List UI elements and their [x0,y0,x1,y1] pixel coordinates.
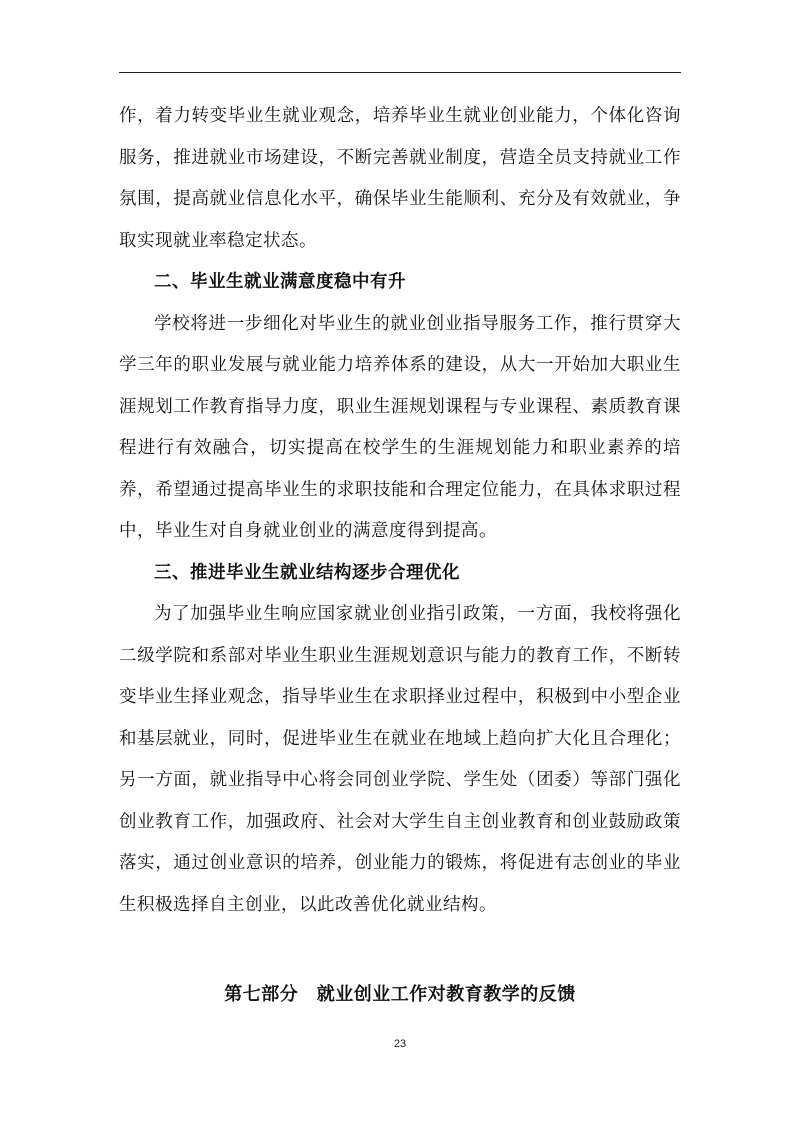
section-body-structure: 为了加强毕业生响应国家就业创业指引政策，一方面，我校将强化二级学院和系部对毕业生职业生涯规划意识与能力的教育工作，不断转变毕业生择业观念，指导毕业生在求职择业过程中，积极到中小型企业和基层就业，同时，促进毕业生在就业在地域上趋向扩大化且合理化；另一方面，就业指导中心将会同创业学院、学生处（团委）等部门强化创业教育工作，加强政府、社会对大学生自主创业教育和创业鼓励政策落实，通过创业意识的培养，创业能力的锻炼，将促进有志创业的毕业生积极选择自主创业，以此改善优化就业结构。 [119,604,681,915]
section-body-satisfaction: 学校将进一步细化对毕业生的就业创业指导服务工作，推行贯穿大学三年的职业发展与就业能力培养体系的建设，从大一开始加大职业生涯规划工作教育指导力度，职业生涯规划课程与专业课程、素质教育课程进行有效融合，切实提高在校学生的生涯规划能力和职业素养的培养，希望通过提高毕业生的求职技能和合理定位能力，在具体求职过程中，毕业生对自身就业创业的满意度得到提高。 [119,313,681,541]
section-heading-satisfaction: 二、毕业生就业满意度稳中有升 [154,272,406,292]
part-title: 第七部分 就业创业工作对教育教学的反馈 [224,984,576,1005]
intro-paragraph: 作，着力转变毕业生就业观念，培养毕业生就业创业能力，个体化咨询服务，推进就业市场建设，不断完善就业制度，营造全员支持就业工作氛围，提高就业信息化水平，确保毕业生能顺利、充分及有效就业，争取实现就业率稳定状态。 [119,106,681,251]
header-rule [119,72,681,73]
page-number: 23 [393,1038,407,1050]
page-body [119,96,681,926]
section-heading-structure: 三、推进毕业生就业结构逐步合理优化 [154,562,460,583]
